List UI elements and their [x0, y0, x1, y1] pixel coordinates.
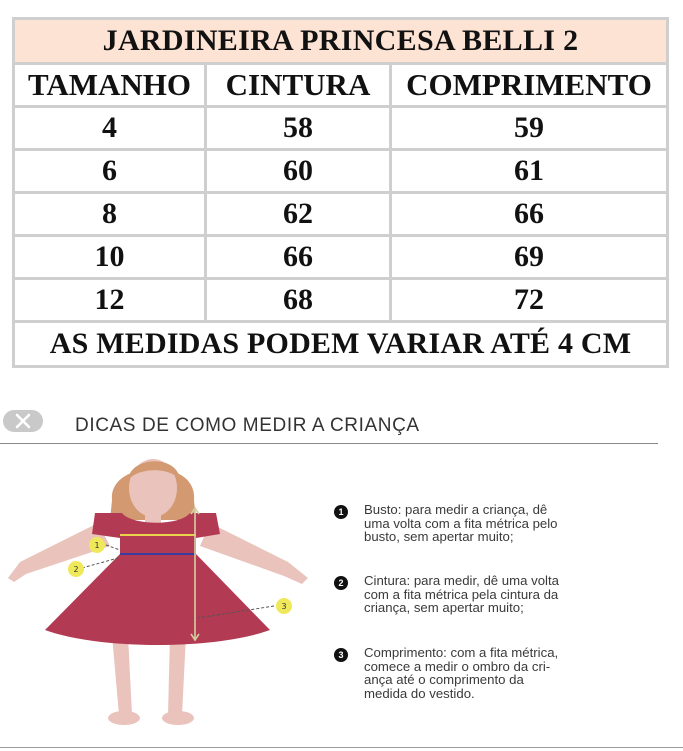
close-button[interactable] [3, 410, 43, 432]
cell-size: 8 [14, 193, 206, 236]
cell-waist: 66 [206, 236, 391, 279]
table-row [14, 150, 668, 193]
cell-waist: 60 [206, 150, 391, 193]
variation-note: AS MEDIDAS PODEM VARIAR ATÉ 4 CM [14, 322, 668, 367]
marker-3-label: 3 [281, 602, 287, 611]
cell-size: 12 [14, 279, 206, 322]
cell-length: 72 [391, 279, 668, 322]
tip-text: Busto: para medir a criança, dê uma volta com a fita métrica pelo busto, sem apertar muito; [364, 502, 558, 544]
table-title: JARDINEIRA PRINCESA BELLI 2 [14, 19, 668, 64]
marker-1-label: 1 [94, 541, 100, 550]
cell-waist: 68 [206, 279, 391, 322]
column-header-cintura: CINTURA [206, 64, 391, 107]
tip-text: Cintura: para medir, dê uma volta com a fita métrica pela cintura da criança, sem apertar muito; [364, 573, 559, 615]
table-row [14, 279, 668, 322]
child-measurement-illustration [0, 450, 320, 740]
table-row [14, 236, 668, 279]
tip-text: Comprimento: com a fita métrica, comece a medir o ombro da cri- ança até o comprimento da medida do vestido. [364, 645, 559, 701]
column-header-tamanho: TAMANHO [14, 64, 206, 107]
close-icon [3, 410, 43, 432]
cell-size: 10 [14, 236, 206, 279]
tip-number: 3 [334, 648, 348, 662]
cell-length: 61 [391, 150, 668, 193]
table-row [14, 193, 668, 236]
cell-length: 59 [391, 107, 668, 150]
cell-waist: 62 [206, 193, 391, 236]
tip-number: 2 [334, 576, 348, 590]
table-row [14, 107, 668, 150]
size-table [12, 17, 669, 368]
cell-length: 66 [391, 193, 668, 236]
tips-title: DICAS DE COMO MEDIR A CRIANÇA [75, 415, 420, 436]
column-header-comprimento: COMPRIMENTO [391, 64, 668, 107]
bottom-divider [0, 747, 683, 748]
marker-2-label: 2 [73, 565, 79, 574]
cell-size: 6 [14, 150, 206, 193]
cell-length: 69 [391, 236, 668, 279]
tip-number: 1 [334, 505, 348, 519]
cell-size: 4 [14, 107, 206, 150]
cell-waist: 58 [206, 107, 391, 150]
tips-header [0, 405, 658, 444]
